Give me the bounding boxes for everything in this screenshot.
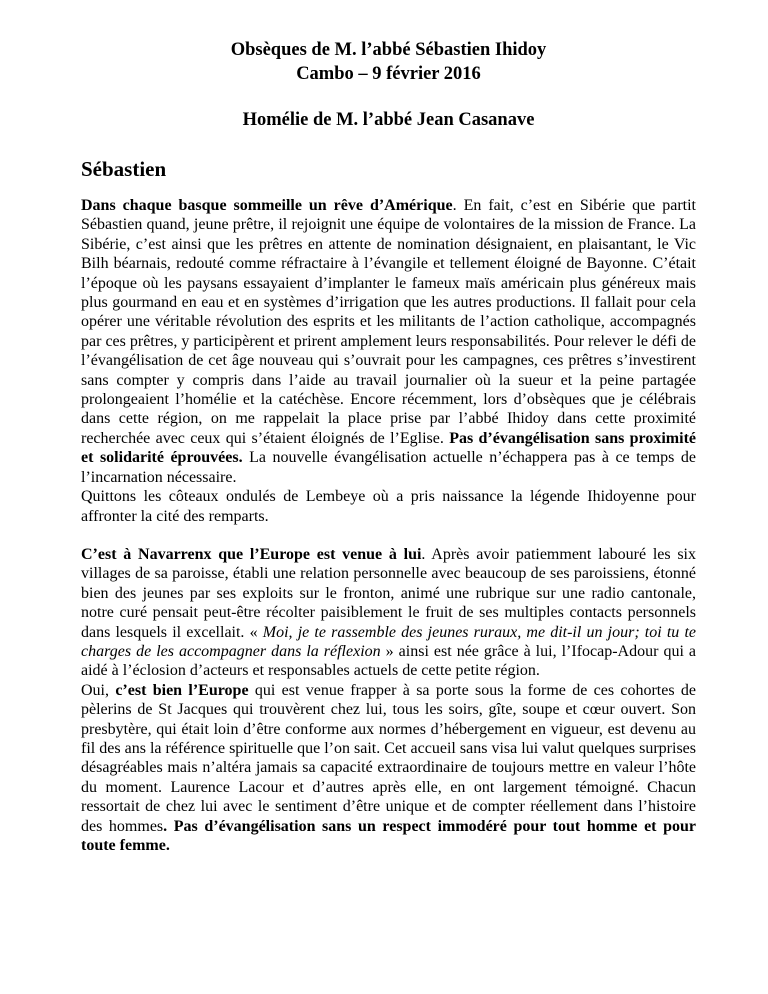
p1-text-2: La nouvelle évangélisation actuelle n’échappera pas à ce temps de l’incarnation nécessaire.: [81, 449, 696, 486]
paragraph-2: Quittons les côteaux ondulés de Lembeye où a pris naissance la légende Ihidoyenne pour affronter la cité des remparts.: [81, 488, 696, 525]
p4-text-2: qui est venue frapper à sa porte sous la forme de ces cohortes de pèlerins de St Jacques qui trouvèrent chez lui, tous les soirs, gîte, soupe et cœur ouvert. Son presbytère, qui était loin d’être conforme aux normes d’hébergement en vigueur, est devenu au fil des ans la référence spirituelle que l’on sait. Cet accueil sans visa lui valut quelques surprises désagréables mais n’altéra jamais sa capacité extraordinaire de toujours mettre en valeur l’hôte du moment. Laurence Lacour et d’autres après elle, en ont largement témoigné. Chacun ressortait de chez lui avec le sentiment d’être unique et de compter réellement dans l’histoire des hommes: [81, 681, 697, 835]
paragraph-4: [81, 681, 696, 856]
p1-bold-2: Pas d’évangélisation sans proximité et solidarité éprouvées.: [81, 429, 697, 467]
section-heading: Sébastien: [81, 157, 167, 181]
p3-text-2: » ainsi est née grâce à lui, l’Ifocap-Adour qui a aidé à l’éclosion d’acteurs et responsables actuels de cette petite région.: [81, 642, 697, 680]
document-title: [81, 38, 696, 86]
title-line-2: Cambo – 9 février 2016: [296, 64, 481, 84]
p3-text-1: . Après avoir patiemment labouré les six villages de sa paroisse, établi une relation personnelle avec beaucoup de ses paroissiens, étonné bien des jeunes par ses exploits sur le fronton, animé une rubrique sur une radio cantonale, notre curé pensait peut-être récolter paisiblement le fruit de ses multiples contacts personnels dans lesquels il excellait. «: [81, 545, 697, 641]
p3-lead: C’est à Navarrenx que l’Europe est venue à lui: [81, 545, 422, 563]
homily-author: Homélie de M. l’abbé Jean Casanave: [242, 110, 535, 130]
p1-text-1: . En fait, c’est en Sibérie que partit Sébastien quand, jeune prêtre, il rejoignit une équipe de volontaires de la mission de France. La Sibérie, c’est ainsi que les prêtres en attente de nomination désignaient, en plaisantant, le Vic Bilh béarnais, redouté comme réfractaire à l’évangile et tellement éloigné de Bayonne. C’était l’époque où les paysans essayaient d’implanter le fameux maïs américain plus généreux mais plus gourmand en eau et en systèmes d’irrigation que les autres productions. Il fallait pour cela opérer une véritable révolution des esprits et les militants de l’action catholique, accompagnés par ces prêtres, y participèrent et prirent amplement leurs responsabilités. Pour relever le défi de l’évangélisation de cet âge nouveau qui s’ouvrait pour les campagnes, ces prêtres s’investirent sans compter y compris dans l’aide au travail journalier où la sueur et la peine partagée prolongeaient l’homélie et la catéchèse. Encore récemment, lors d’obsèques que je célébrais dans cette région, on me rappelait la place prise par l’abbé Ihidoy dans cette proximité recherchée avec ceux qui s’étaient éloignés de l’Eglise.: [81, 197, 696, 447]
p1-lead: Dans chaque basque sommeille un rêve d’Amérique: [81, 197, 453, 214]
title-line-1: Obsèques de M. l’abbé Sébastien Ihidoy: [230, 40, 547, 60]
paragraph-3: [81, 545, 696, 681]
paragraph-1: [81, 196, 696, 487]
p3-quote: Moi, je te rassemble des jeunes ruraux, me dit-il un jour; toi tu te charges de les accompagner dans la réflexion: [81, 623, 697, 660]
p4-bold-2: . Pas d’évangélisation sans un respect immodéré pour tout homme et pour toute femme.: [81, 817, 697, 854]
p4-text-1: Oui,: [81, 681, 116, 699]
p4-bold-1: c’est bien l’Europe: [115, 681, 249, 699]
